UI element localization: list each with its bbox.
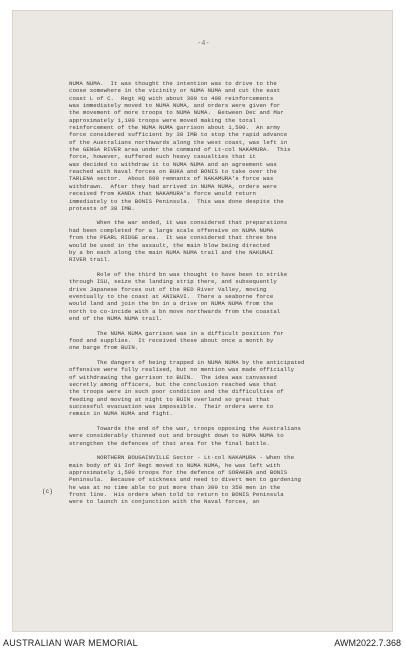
footer-bar bbox=[0, 632, 405, 653]
paragraph: Role of the third bn was thought to have been to strike through ISU, seize the landing strip there, and subsequently drive Japanese forces out of the RED River Valley, moving eventually to the coast at ANIWAVI. There a seaborne force would land and join the bn in a drive on NUMA NUMA from the north to co-incide with a bn move northwards from the coastal end of the NUMA NUMA trail. bbox=[69, 270, 288, 322]
document-body bbox=[69, 80, 367, 513]
paragraph: When the war ended, it was considered that preparations had been completed for a large scale offensive on NUMA NUMA from the PEARL RIDGE area. It was considered that three bns would be used in the assault, the main blow being directed by a bn each along the main NUMA NUMA trail and the NAKUNAI RIVER trail. bbox=[69, 219, 288, 264]
paragraph: The dangers of being trapped in NUMA NUMA by the anticipated offensive were fully realised, but no mention was made officially of withdrawing the garrison to BUIN. The idea was canvassed secretly among officers, but the conclusion reached was that the troops were in such poor condition and the difficulties of feeding and moving at night to BUIN overland so great that successful evacuation was impossible. Their orders were to remain in NUMA NUMA and fight. bbox=[69, 358, 305, 418]
paragraph: NUMA NUMA. It was thought the intention was to drive to the coose somewhere in the vicinity or NUMA NUMA and cut the east coast L of C. Regt HQ with about 300 to 400 reinforcements was immediately moved to NUMA NUMA, and orders were given for the movement of more troops to NUMA NUMA. Between Dec and Mar approximately 1,100 troops were moved making the total reinforcement of the NUMA NUMA garrison about 1,500. An army force considered sufficient by 38 IMB to stop the rapid advance of the Australians northwards along the west coast, was left in the GENGA RIVER area under the command of Lt-col NAKAMURA. This force, however, suffered such heavy casualties that it was decided to withdraw it to NUMA NUMA and an agreement was reached with Naval forces on BUKA and BONIS to take over the TARLENA sector. About 600 remnants of NAKAMURA's force was withdrawn. After they had arrived in NUMA NUMA, orders were received from KANDA that NAKAMURA's force would return immediately to the BONIS Peninsula. This was done despite the protests of 38 IMB. bbox=[69, 80, 291, 212]
paragraph: The NUMA NUMA garrison was in a difficult position for food and supplies. It received these about once a month by one barge from BUIN. bbox=[69, 329, 284, 352]
page-number: -4- bbox=[197, 40, 210, 48]
footer-source: AUSTRALIAN WAR MEMORIAL bbox=[3, 638, 138, 648]
footer-reference: AWM2022.7.368 bbox=[334, 638, 401, 648]
paragraph: NORTHERN BOUGAINVILLE Sector - Lt-col NAKAMURA - When the main body of 81 Inf Regt moved to NUMA NUMA, he was left with approximately 1,500 troops for the defence of SORAKEN and BONIS Peninsula. Because of sickness and need to divert men to gardening he was at no time able to put more than 300 to 350 men in the front line. His orders when told to return to BONIS Peninsula were to launch in conjunction with the Naval forces, an bbox=[69, 454, 302, 506]
paragraph-label: (c) bbox=[42, 488, 53, 495]
paragraph: Towards the end of the war, troops opposing the Australians were considerably thinned out and brought down to NUMA NUMA to strengthen the defences of that area for the final battle. bbox=[69, 424, 302, 447]
document-page bbox=[12, 10, 393, 632]
